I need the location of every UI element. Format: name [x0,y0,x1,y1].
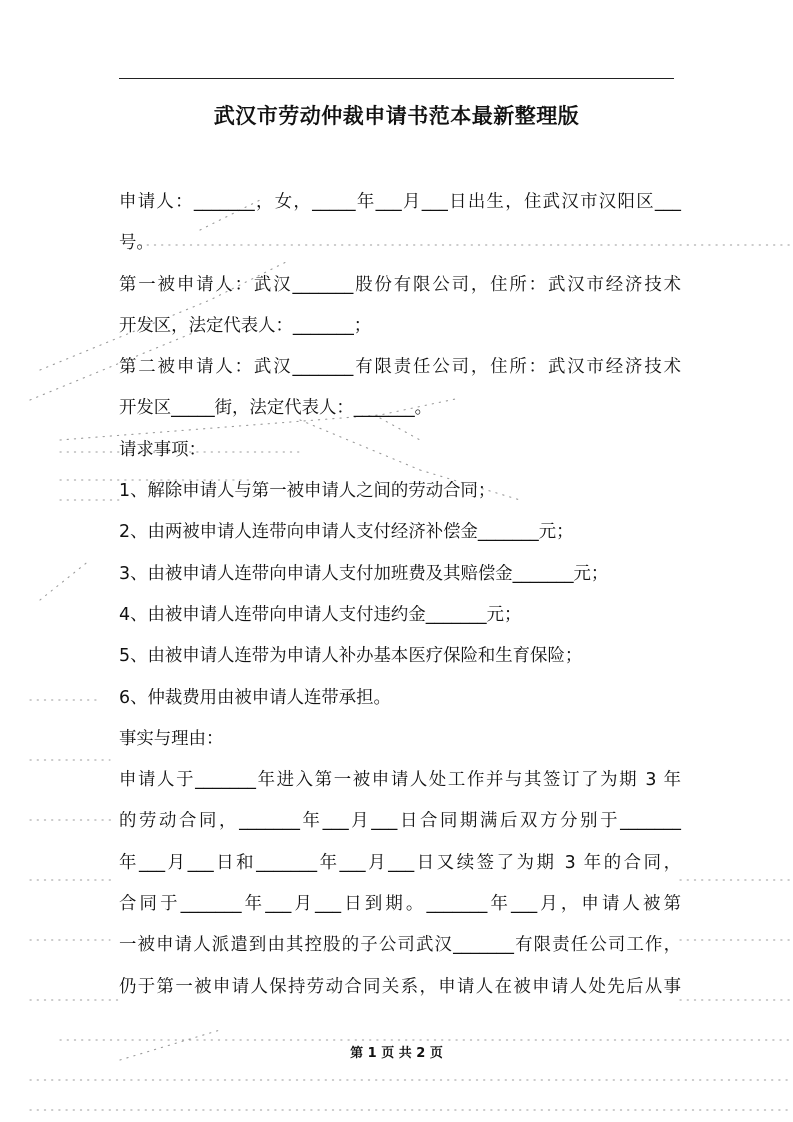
body-line: 年___月___日和_______年___月___日又续签了为期 3 年的合同， [119,852,681,873]
body-line: 一被申请人派遣到由其控股的子公司武汉_______有限责任公司工作， [119,935,681,956]
request-item: 1、解除申请人与第一被申请人之间的劳动合同； [119,481,496,502]
section-heading: 请求事项： [119,439,206,460]
body-line: 申请人：_______，女，_____年___月___日出生，住武汉市汉阳区___ [119,192,681,212]
body-line: 号。 [119,233,154,254]
request-item: 4、由被申请人连带向申请人支付违约金_______元； [119,604,522,625]
request-item: 3、由被申请人连带向申请人支付加班费及其赔偿金_______元； [119,563,609,584]
document-body [119,182,681,1008]
body-line: 开发区，法定代表人：_______； [119,315,372,336]
document-title: 武汉市劳动仲裁申请书范本最新整理版 [213,104,580,128]
request-item: 2、由两被申请人连带向申请人支付经济补偿金_______元； [119,522,574,543]
body-line: 第一被申请人：武汉_______股份有限公司，住所：武汉市经济技术 [119,274,681,295]
body-line: 开发区_____街，法定代表人：_______。 [119,398,433,419]
request-item: 6、仲裁费用由被申请人连带承担。 [119,687,391,708]
body-line: 仍于第一被申请人保持劳动合同关系，申请人在被申请人处先后从事 [119,976,681,997]
section-heading: 事实与理由： [119,728,224,749]
body-line: 第二被申请人：武汉_______有限责任公司，住所：武汉市经济技术 [119,357,681,378]
body-line: 合同于_______年___月___日到期。_______年___月，申请人被第 [119,894,681,915]
request-item: 5、由被申请人连带为申请人补办基本医疗保险和生育保险； [119,646,583,667]
body-line: 申请人于_______年进入第一被申请人处工作并与其签订了为期 3 年 [119,770,681,791]
page-number: 第 1 页 共 2 页 [350,1046,443,1061]
header-rule [119,78,674,79]
body-line: 的劳动合同，_______年___月___日合同期满后双方分别于_______ [119,811,681,832]
